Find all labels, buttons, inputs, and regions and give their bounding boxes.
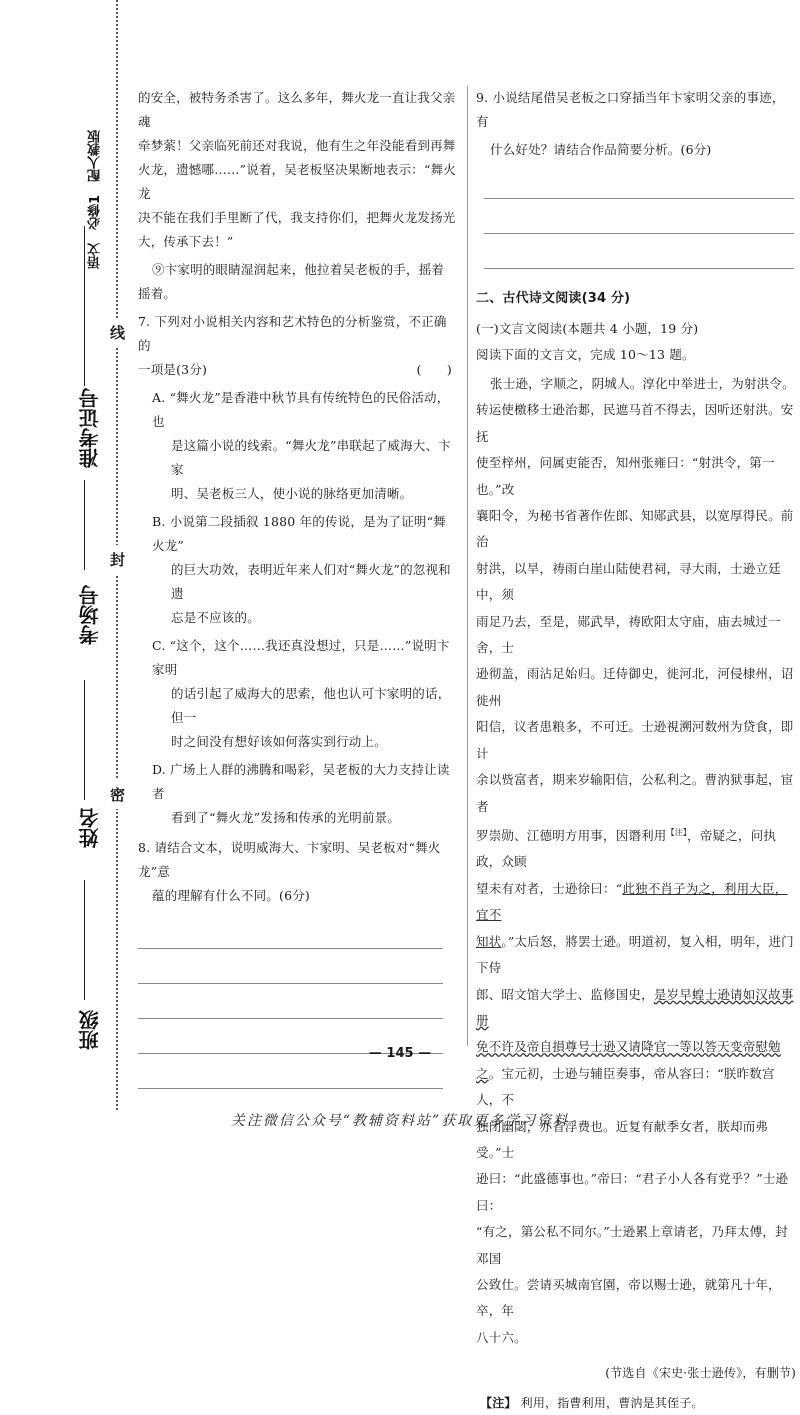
- answer-line[interactable]: [138, 914, 443, 949]
- passage-line: 使至梓州，问属吏能否，知州张雍曰：“射洪令，第一也。”改: [476, 455, 775, 497]
- right-column: [476, 86, 796, 1415]
- option-line: C. “这个，这个……我还真没想过，只是……”说明卞家明: [152, 638, 450, 677]
- story-line: 决不能在我们手里断了代，我支持你们，把舞火龙发扬光: [138, 210, 456, 225]
- passage-line: 公致仕。尝请买城南官園，帝以赐士逊，就第凡十年，卒，年: [476, 1276, 781, 1319]
- wavy-underlined-text: 免不许及帝自損尊号士逊又请降官一等以答天变帝慰勉: [476, 1039, 781, 1055]
- passage-line: [476, 876, 796, 929]
- option-line: D. 广场上人群的沸腾和喝彩，吴老板的大力支持让读者: [152, 762, 450, 801]
- story-line: 火龙，遗憾哪……”说着，吴老板坚决果断地表示：“舞火龙: [138, 162, 456, 201]
- room-line: [84, 480, 85, 570]
- para-line: 摇着。: [138, 286, 177, 301]
- option-line: 时之间没有想好该如何落实到行动上。: [171, 734, 387, 749]
- q8-stem: 8. 请结合文本，说明威海大、卞家明、吴老板对“舞火龙”意: [138, 840, 441, 879]
- page-number: — 145 —: [368, 1046, 432, 1061]
- book-label: 语文 必修1 配人教版: [88, 130, 103, 270]
- footer-notice: 关注微信公众号“教辅资料站”获取更多学习资料: [230, 1113, 570, 1129]
- option-line: 的巨大功效，表明近年来人们对“舞火龙”的忽视和遗: [171, 562, 451, 601]
- room-label: 考场号: [78, 585, 102, 645]
- instruction: 阅读下面的文言文，完成 10～13 题。: [476, 347, 695, 362]
- wavy-underlined-text: 之: [476, 1065, 489, 1081]
- answer-line[interactable]: [138, 984, 443, 1019]
- q7-option-b: [138, 510, 458, 630]
- question-9: [476, 86, 796, 269]
- q7-stem-text: 一项是(3分): [138, 362, 208, 377]
- option-line: A. “舞火龙”是香港中秋节具有传统特色的民俗活动，也: [152, 390, 450, 429]
- class-line: [84, 880, 85, 1000]
- answer-line[interactable]: [484, 234, 794, 269]
- q7-option-c: [138, 634, 458, 754]
- passage-text: 望未有对者，士逊徐曰：“: [476, 880, 623, 896]
- question-7: [138, 310, 458, 830]
- passage-line: 雨足乃去，至是，郧武旱，祷欧阳太守庙，庙去城过一舍，士: [476, 613, 781, 656]
- note-text: 利用，指曹利用，曹汭是其侄子。: [520, 1396, 704, 1411]
- q8-stem: 蕴的理解有什么不同。(6分): [152, 888, 311, 903]
- story-tail: [138, 86, 458, 254]
- passage-line: [476, 982, 796, 1035]
- seal-mark-secret: 密: [110, 780, 125, 809]
- passage-text: 。”太后怒，將罢士逊。明道初，复入相，明年，进门下侍: [476, 933, 794, 976]
- seal-mark-seal: 封: [110, 545, 125, 574]
- option-line: 看到了“舞火龙”发扬和传承的光明前景。: [171, 810, 401, 825]
- passage-line: 逊彻盖，雨沾足始归。迁侍御史，徙河北，河侵棣州，诏徙州: [476, 666, 794, 708]
- name-line: [84, 680, 85, 800]
- passage-source: (节选自《宋史·张士逊传》，有删节): [605, 1366, 796, 1381]
- story-line: 牵梦萦！父亲临死前还对我说，他有生之年没能看到再舞: [138, 138, 456, 153]
- exam-id-label: 准考证号: [78, 388, 102, 468]
- passage-line: 逊曰：“此盛德事也。”帝曰：“君子小人各有党乎？”士逊曰：: [476, 1171, 789, 1213]
- para-line: ⑨卞家明的眼睛湿润起来，他拉着吴老板的手，摇着: [152, 262, 445, 277]
- q8-answer-area[interactable]: [138, 914, 443, 1089]
- underlined-sentence: 知状: [476, 933, 502, 949]
- section-title: 二、古代诗文阅读(34 分): [476, 291, 631, 306]
- passage-line: 襄阳令，为秘书省著作佐郎、知郧武县，以宽厚得民。前治: [476, 508, 794, 550]
- passage-line: 余以赀富者，期来岁输阳信，公私利之。曹汭狱事起，宦者: [476, 772, 794, 814]
- note-label: 【注】: [480, 1396, 517, 1411]
- passage-text: 郎、昭文馆大学士、监修国史，: [476, 986, 654, 1002]
- option-line: 明、吴老板三人，使小说的脉络更加清晰。: [171, 486, 413, 501]
- seal-mark-line: 线: [110, 318, 125, 347]
- passage-line: 独闭幽閟，亦省浮费也。近复有献季女者，朕却而弗受。”士: [476, 1118, 769, 1160]
- classical-passage: [476, 371, 796, 1351]
- q7-stem: 7. 下列对小说相关内容和艺术特色的分析鉴赏，不正确的: [138, 314, 447, 353]
- passage-text: 罗崇勋、江德明方用事，因谮利用: [476, 828, 667, 844]
- option-line: 的话引起了威海大的思索，他也认可卞家明的话，但一: [171, 686, 451, 725]
- passage-line: [476, 1061, 796, 1114]
- option-line: 是这篇小说的线索。“舞火龙”串联起了威海大、卞家: [171, 438, 451, 477]
- answer-line[interactable]: [138, 949, 443, 984]
- passage-line: 八十六。: [476, 1329, 527, 1345]
- option-line: 忘是不应该的。: [171, 610, 260, 625]
- q9-stem: 9. 小说结尾借吴老板之口穿插当年卞家明父亲的事迹，有: [476, 90, 785, 129]
- q7-option-d: [138, 758, 458, 830]
- class-label: 班级: [78, 1010, 102, 1050]
- passage-line: 张士逊，字顺之，阴城人。淳化中举进士，为射洪令。: [490, 376, 795, 391]
- option-line: B. 小说第二段插叙 1880 年的传说，是为了证明“舞火龙”: [152, 514, 446, 553]
- wavy-underlined-text: 是岁早蝗士逊请如汉故事册: [476, 986, 794, 1028]
- passage-line: [476, 929, 796, 982]
- answer-parenthesis: ( ): [416, 362, 452, 377]
- passage-text: 。宝元初，士逊与辅臣奏事，帝从容曰：“朕昨数宫人，不: [476, 1065, 775, 1108]
- name-label: 姓名: [78, 808, 102, 848]
- passage-note: [476, 1391, 796, 1415]
- answer-line[interactable]: [484, 199, 794, 234]
- left-column: [138, 86, 458, 1089]
- answer-line[interactable]: [484, 164, 794, 199]
- passage-line: [476, 820, 796, 876]
- passage-line: 阳信，议者患粮多，不可迁。士逊視溯河数州为贷食，即计: [476, 719, 794, 761]
- underlined-sentence: 此独不肖子为之，利用大臣，宜不: [476, 880, 788, 923]
- passage-line: 转运使檄移士逊治郪，民遮马首不得去，因听还射洪。安抚: [476, 402, 794, 444]
- passage-line: “有之，第公私不同尔。”士逊累上章请老，乃拜太傅，封邓国: [476, 1224, 788, 1266]
- exam-id-line: [84, 226, 85, 386]
- q9-answer-area[interactable]: [484, 164, 794, 269]
- story-line: 的安全，被特务杀害了。这么多年，舞火龙一直让我父亲魂: [138, 90, 456, 129]
- q9-stem: 什么好处？请结合作品简要分析。(6分): [490, 142, 712, 157]
- note-marker: 【注】: [666, 827, 688, 837]
- q7-stem-2: [138, 358, 458, 382]
- q7-option-a: [138, 386, 458, 506]
- paragraph-9: [138, 258, 458, 306]
- passage-line: 射洪，以旱，祷雨白崖山陆使君祠，寻大雨，士逊立廷中，须: [476, 560, 781, 603]
- subsection-title: (一)文言文阅读(本题共 4 小题，19 分): [476, 321, 699, 336]
- passage-text: ，帝疑之，问执政，众顾: [476, 828, 777, 870]
- column-divider: [467, 86, 468, 1046]
- story-line: 大，传承下去！”: [138, 234, 234, 249]
